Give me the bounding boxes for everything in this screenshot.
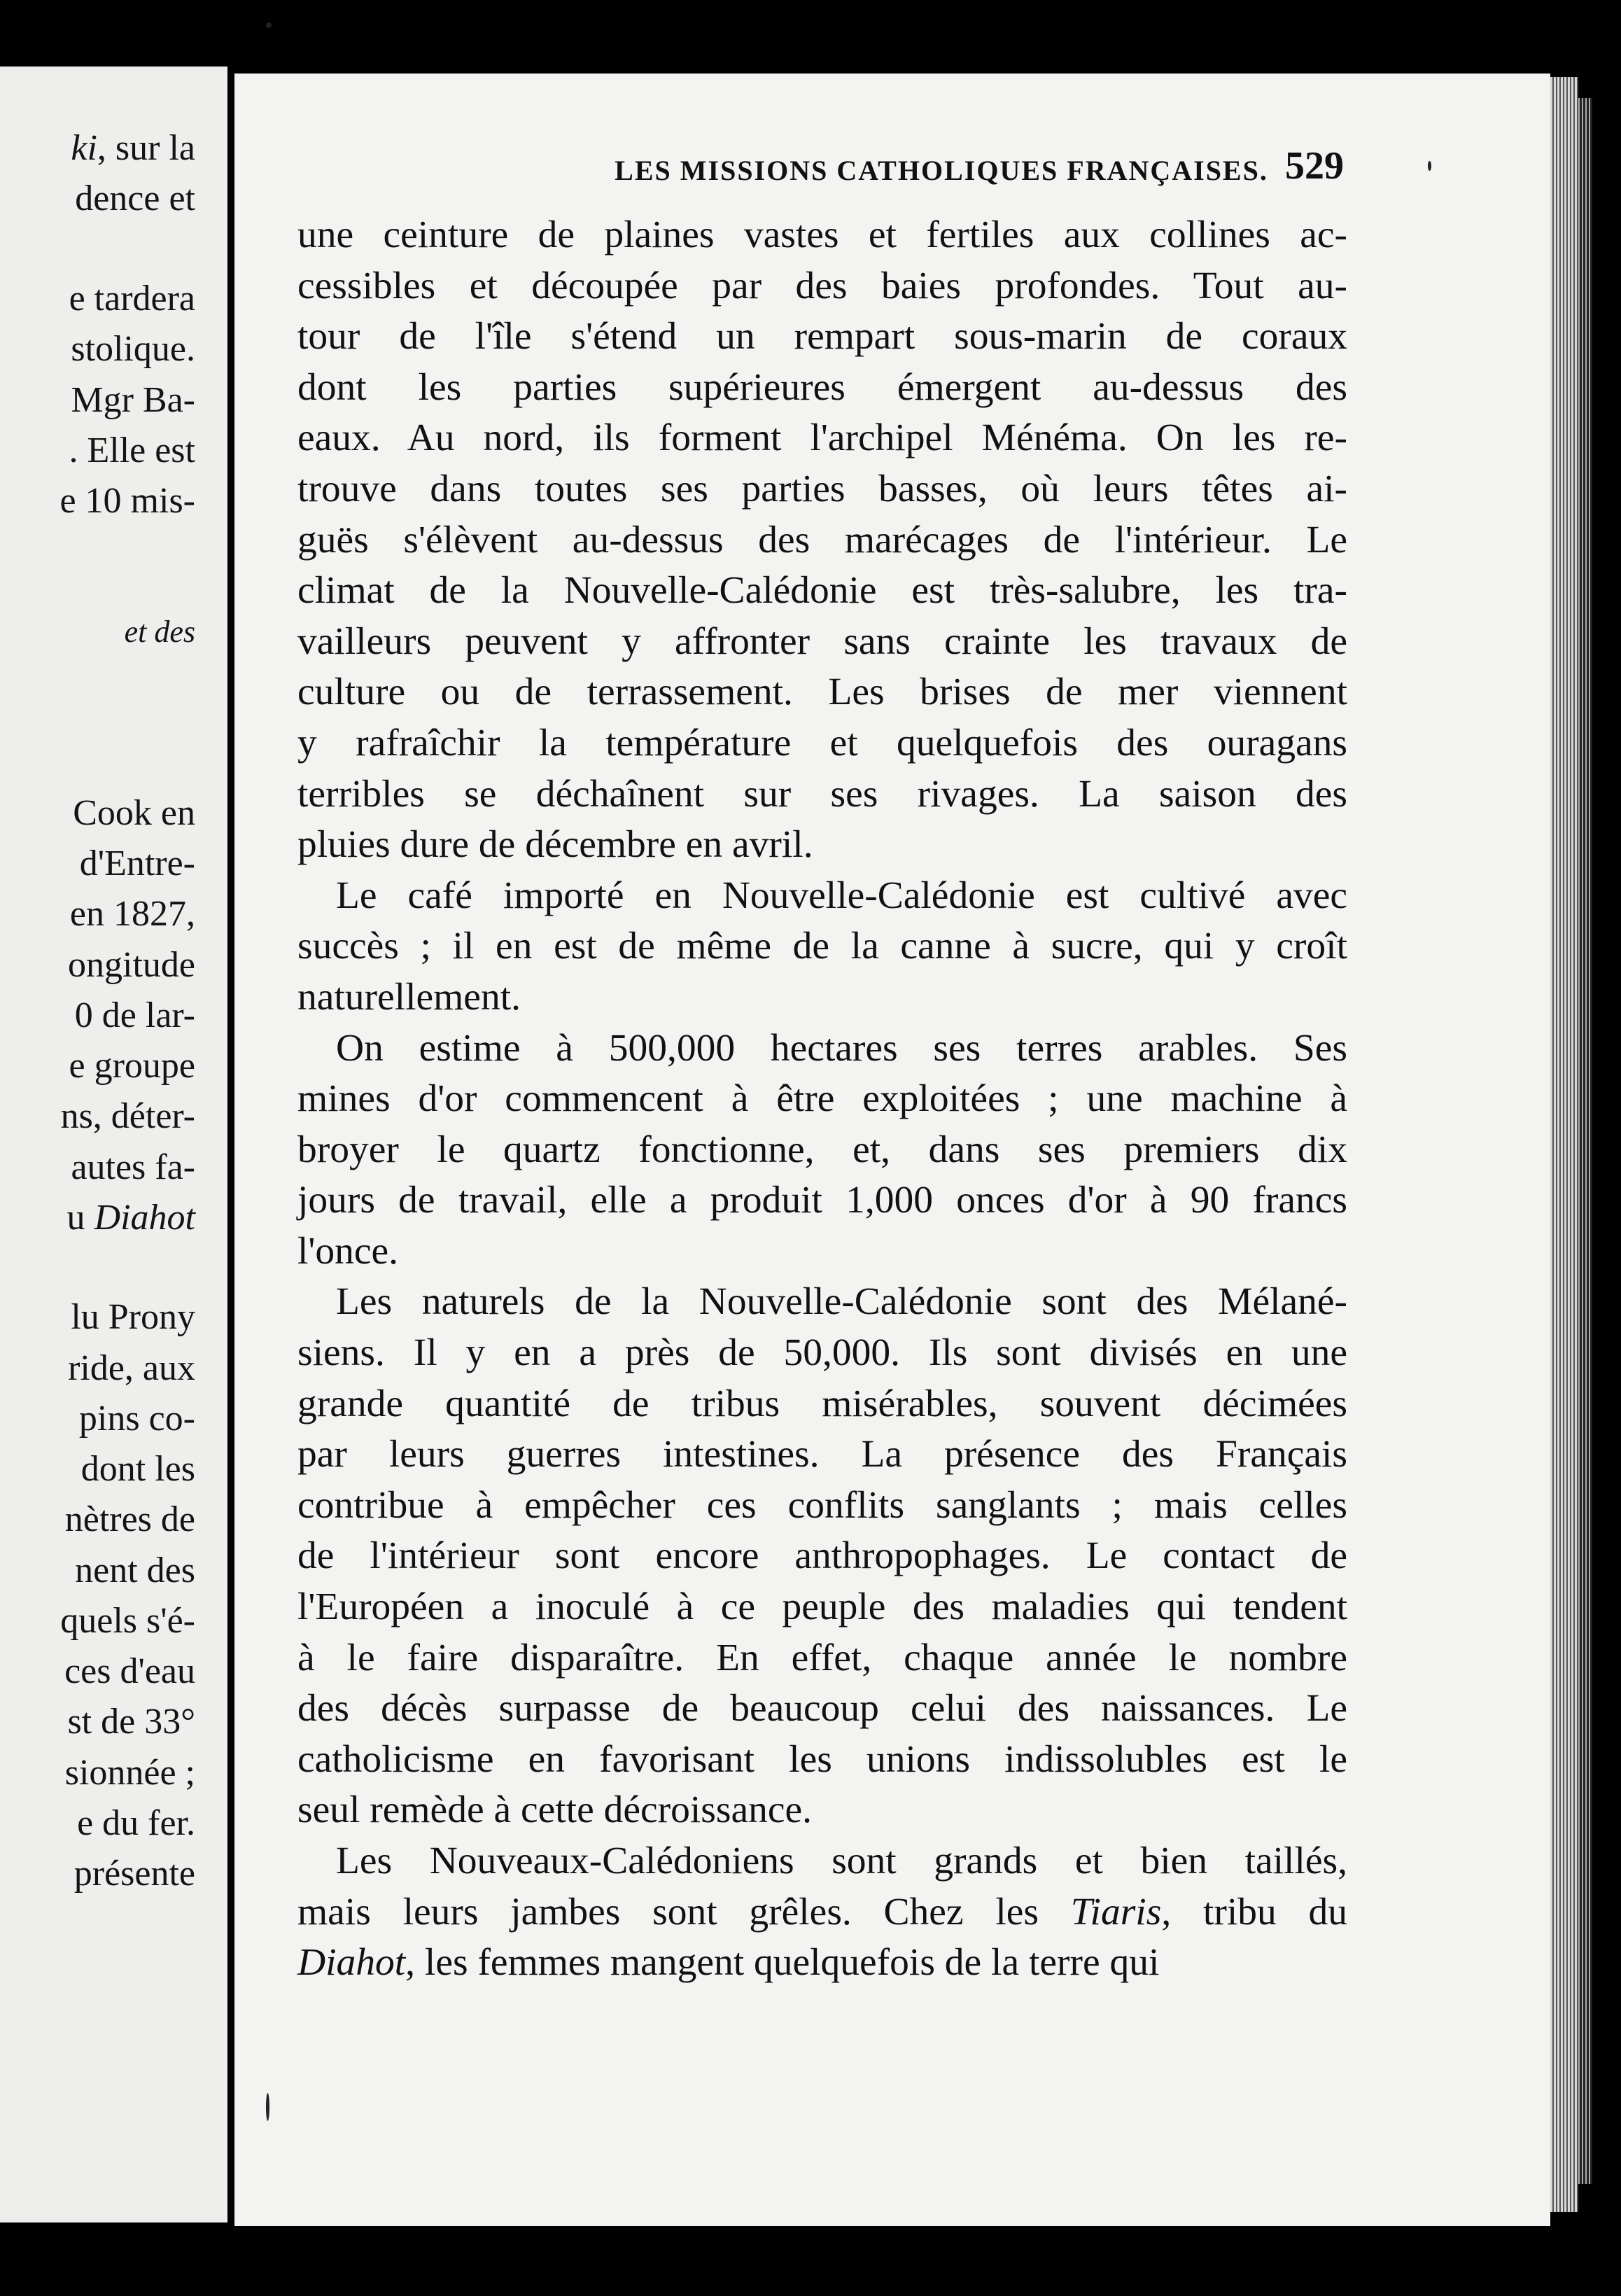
- left-page-line: et des: [124, 615, 195, 649]
- text-line: Les naturels de la Nouvelle-Calédonie sont des Mélané-: [336, 1280, 1347, 1324]
- text-line: jours de travail, elle a produit 1,000 onces d'or à 90 francs: [297, 1179, 1347, 1222]
- scan-speck: [1428, 161, 1431, 171]
- text-line: mais leurs jambes sont grêles. Chez les Tiaris, tribu du: [297, 1890, 1347, 1933]
- text-line: climat de la Nouvelle-Calédonie est très-salubre, les tra-: [297, 569, 1347, 612]
- page-edge: [1550, 77, 1578, 2212]
- text-line: dont les parties supérieures émergent au-dessus des: [297, 365, 1347, 409]
- body-text: [297, 210, 1347, 1989]
- scan-speck: [266, 22, 272, 28]
- text-line: une ceinture de plaines vastes et fertiles aux collines ac-: [297, 214, 1347, 256]
- text-line: catholicisme en favorisant les unions indissolubles est le: [297, 1737, 1347, 1781]
- text-line: On estime à 500,000 hectares ses terres arables. Ses: [336, 1026, 1347, 1070]
- text-line: des décès surpasse de beaucoup celui des naissances. Le: [297, 1687, 1347, 1730]
- left-page-line: e groupe: [69, 1046, 195, 1086]
- text-line: tour de l'île s'étend un rempart sous-marin de coraux: [297, 315, 1347, 358]
- book-page: [234, 74, 1550, 2226]
- left-page-line: Mgr Ba-: [71, 380, 195, 420]
- paragraph: [297, 871, 1347, 1023]
- left-page-fragment: [0, 66, 227, 2222]
- paragraph: [297, 1023, 1347, 1278]
- text-line: siens. Il y en a près de 50,000. Ils sont divisés en une: [297, 1331, 1347, 1375]
- left-page-line: ces d'eau: [64, 1651, 195, 1691]
- text-line: trouve dans toutes ses parties basses, où leurs têtes ai-: [297, 467, 1347, 510]
- page-edge-shadow: [1578, 98, 1592, 2184]
- text-line: grande quantité de tribus misérables, souvent décimées: [297, 1382, 1347, 1425]
- text-line: naturellement.: [297, 975, 521, 1018]
- text-line: Diahot, les femmes mangent quelquefois de la terre qui: [297, 1941, 1160, 1984]
- left-page-line: ns, déter-: [60, 1096, 195, 1136]
- text-line: seul remède à cette décroissance.: [297, 1788, 812, 1832]
- left-page-line: d'Entre-: [79, 844, 195, 883]
- text-line: Le café importé en Nouvelle-Calédonie est cultivé avec: [336, 874, 1347, 917]
- left-page-line: lu Prony: [71, 1297, 195, 1337]
- left-page-line: 0 de lar-: [74, 995, 195, 1035]
- left-page-line: u Diahot: [66, 1198, 195, 1238]
- text-line: guës s'élèvent au-dessus des marécages de l'intérieur. Le: [297, 518, 1347, 561]
- left-page-line: quels s'é-: [60, 1601, 195, 1641]
- left-page-line: st de 33°: [67, 1702, 195, 1742]
- paragraph: [297, 1836, 1347, 1989]
- left-page-line: . Elle est: [69, 430, 195, 470]
- left-page-line: ongitude: [68, 945, 195, 985]
- text-line: à le faire disparaître. En effet, chaque année le nombre: [297, 1636, 1347, 1679]
- left-page-line: e 10 mis-: [59, 481, 195, 521]
- text-line: l'Européen a inoculé à ce peuple des maladies qui tendent: [297, 1586, 1347, 1629]
- left-page-line: nent des: [75, 1550, 195, 1590]
- paragraph: [297, 210, 1347, 871]
- text-line: culture ou de terrassement. Les brises de mer viennent: [297, 671, 1347, 714]
- text-line: succès ; il en est de même de la canne à sucre, qui y croît: [297, 925, 1347, 968]
- left-page-line: en 1827,: [69, 894, 195, 934]
- left-page-line: dence et: [75, 178, 195, 218]
- running-head: LES MISSIONS CATHOLIQUES FRANÇAISES.: [615, 155, 1268, 186]
- left-page-line: nètres de: [64, 1499, 195, 1539]
- left-page-line: stolique.: [71, 329, 195, 369]
- left-page-line: présente: [73, 1854, 195, 1893]
- text-line: terribles se déchaînent sur ses rivages. La saison des: [297, 772, 1347, 816]
- text-line: cessibles et découpée par des baies profondes. Tout au-: [297, 264, 1347, 307]
- text-line: de l'intérieur sont encore anthropophages. Le contact de: [297, 1534, 1347, 1578]
- left-page-line: ride, aux: [68, 1348, 195, 1388]
- left-page-line: pins co-: [78, 1399, 195, 1438]
- text-line: eaux. Au nord, ils forment l'archipel Ménéma. On les re-: [297, 416, 1347, 460]
- page-number: 529: [1285, 144, 1344, 188]
- left-page-line: sionnée ;: [64, 1753, 195, 1793]
- text-line: pluies dure de décembre en avril.: [297, 823, 813, 867]
- left-page-line: dont les: [80, 1449, 195, 1489]
- left-page-line: e tardera: [69, 279, 195, 318]
- text-line: Les Nouveaux-Calédoniens sont grands et bien taillés,: [336, 1840, 1347, 1882]
- text-line: y rafraîchir la température et quelquefois des ouragans: [297, 721, 1347, 764]
- text-line: broyer le quartz fonctionne, et, dans ses premiers dix: [297, 1128, 1347, 1171]
- text-line: par leurs guerres intestines. La présence des Français: [297, 1433, 1347, 1476]
- left-page-line: e du fer.: [77, 1803, 195, 1843]
- text-line: mines d'or commencent à être exploitées ; une machine à: [297, 1077, 1347, 1121]
- scan-speck: [266, 2093, 269, 2121]
- left-page-line: Cook en: [73, 793, 195, 833]
- text-line: vailleurs peuvent y affronter sans crainte les travaux de: [297, 620, 1347, 663]
- left-page-line: autes fa-: [71, 1147, 195, 1187]
- text-line: l'once.: [297, 1229, 399, 1273]
- paragraph: [297, 1277, 1347, 1836]
- left-page-line: ki, sur la: [71, 128, 195, 168]
- text-line: contribue à empêcher ces conflits sanglants ; mais celles: [297, 1483, 1347, 1527]
